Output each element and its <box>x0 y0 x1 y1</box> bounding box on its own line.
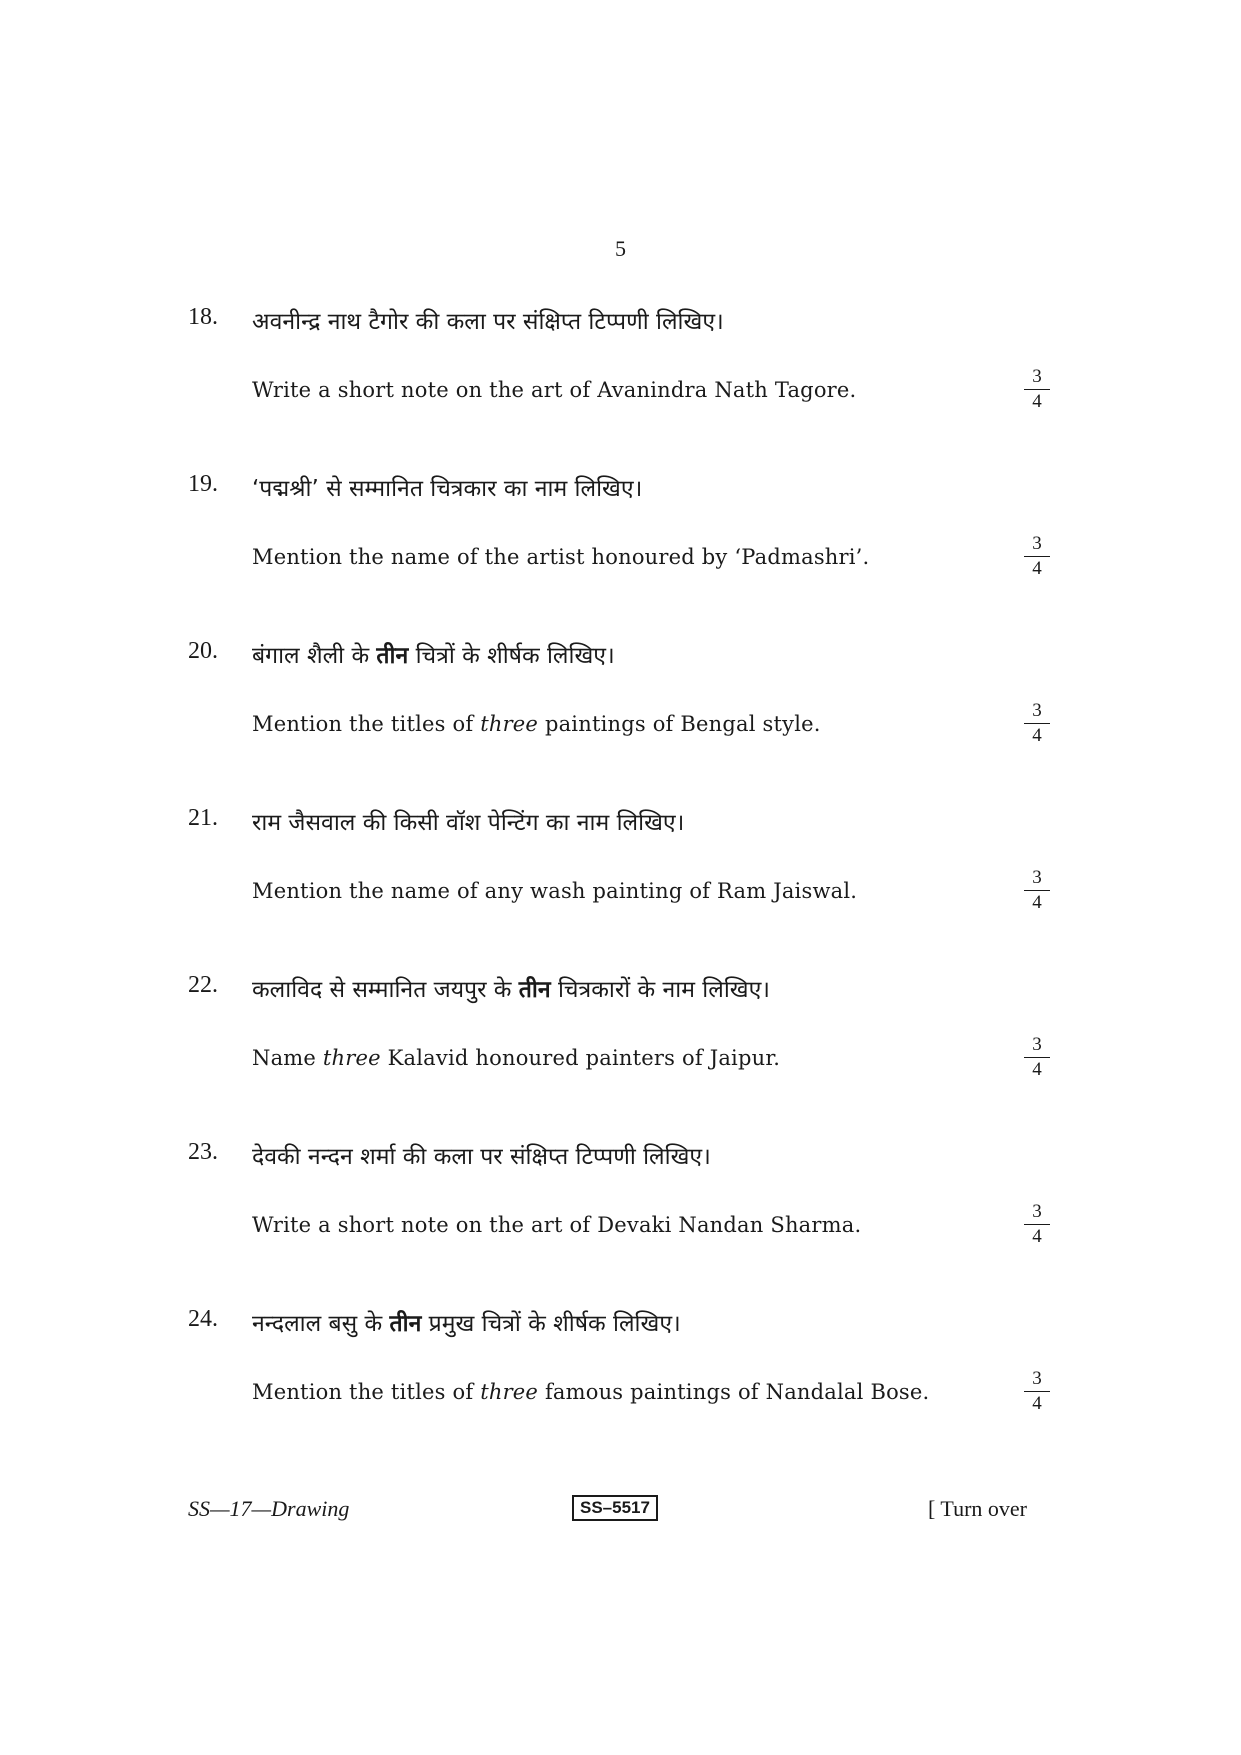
question-english: Mention the titles of three famous paintings of Nandalal Bose. <box>252 1380 930 1404</box>
question-24 <box>0 1306 1241 1456</box>
question-18 <box>0 304 1241 454</box>
question-number: 21. <box>188 805 218 831</box>
question-19 <box>0 471 1241 621</box>
question-number: 20. <box>188 638 218 664</box>
question-23 <box>0 1139 1241 1289</box>
question-hindi: बंगाल शैली के तीन चित्रों के शीर्षक लिखिए। <box>252 643 615 669</box>
question-hindi: ‘पद्मश्री’ से सम्मानित चित्रकार का नाम लिखिए। <box>252 476 643 502</box>
question-number: 22. <box>188 972 218 998</box>
question-number: 24. <box>188 1306 218 1332</box>
question-number: 23. <box>188 1139 218 1165</box>
marks-fraction: $\frac{3}{4}$ <box>1024 1201 1050 1248</box>
page-number: 5 <box>615 236 626 261</box>
question-english: Name three Kalavid honoured painters of Jaipur. <box>252 1046 781 1070</box>
question-english: Write a short note on the art of Avanindra Nath Tagore. <box>252 378 857 402</box>
question-english: Mention the titles of three paintings of Bengal style. <box>252 712 821 736</box>
question-english: Write a short note on the art of Devaki Nandan Sharma. <box>252 1213 862 1237</box>
question-22 <box>0 972 1241 1122</box>
question-number: 18. <box>188 304 218 330</box>
question-21 <box>0 805 1241 955</box>
question-hindi: देवकी नन्दन शर्मा की कला पर संक्षिप्त टिप्पणी लिखिए। <box>252 1144 711 1170</box>
question-hindi: राम जैसवाल की किसी वॉश पेन्टिंग का नाम लिखिए। <box>252 810 685 836</box>
marks-fraction: $\frac{3}{4}$ <box>1024 533 1050 580</box>
question-20 <box>0 638 1241 788</box>
question-number: 19. <box>188 471 218 497</box>
paper-code-badge: SS–5517 <box>572 1495 658 1521</box>
turn-over-note: [ Turn over <box>928 1496 1028 1521</box>
marks-fraction: $\frac{3}{4}$ <box>1024 700 1050 747</box>
marks-fraction: $\frac{3}{4}$ <box>1024 1368 1050 1415</box>
marks-fraction: $\frac{3}{4}$ <box>1024 366 1050 413</box>
marks-fraction: $\frac{3}{4}$ <box>1024 867 1050 914</box>
question-english: Mention the name of any wash painting of Ram Jaiswal. <box>252 879 858 903</box>
question-hindi: कलाविद से सम्मानित जयपुर के तीन चित्रकारों के नाम लिखिए। <box>252 977 771 1003</box>
question-hindi: अवनीन्द्र नाथ टैगोर की कला पर संक्षिप्त टिप्पणी लिखिए। <box>252 309 724 335</box>
question-hindi: नन्दलाल बसु के तीन प्रमुख चित्रों के शीर्षक लिखिए। <box>252 1311 681 1337</box>
footer-subject: SS—17—Drawing <box>188 1496 350 1521</box>
page-footer <box>0 1496 1241 1526</box>
question-english: Mention the name of the artist honoured by ‘Padmashri’. <box>252 545 870 569</box>
marks-fraction: $\frac{3}{4}$ <box>1024 1034 1050 1081</box>
